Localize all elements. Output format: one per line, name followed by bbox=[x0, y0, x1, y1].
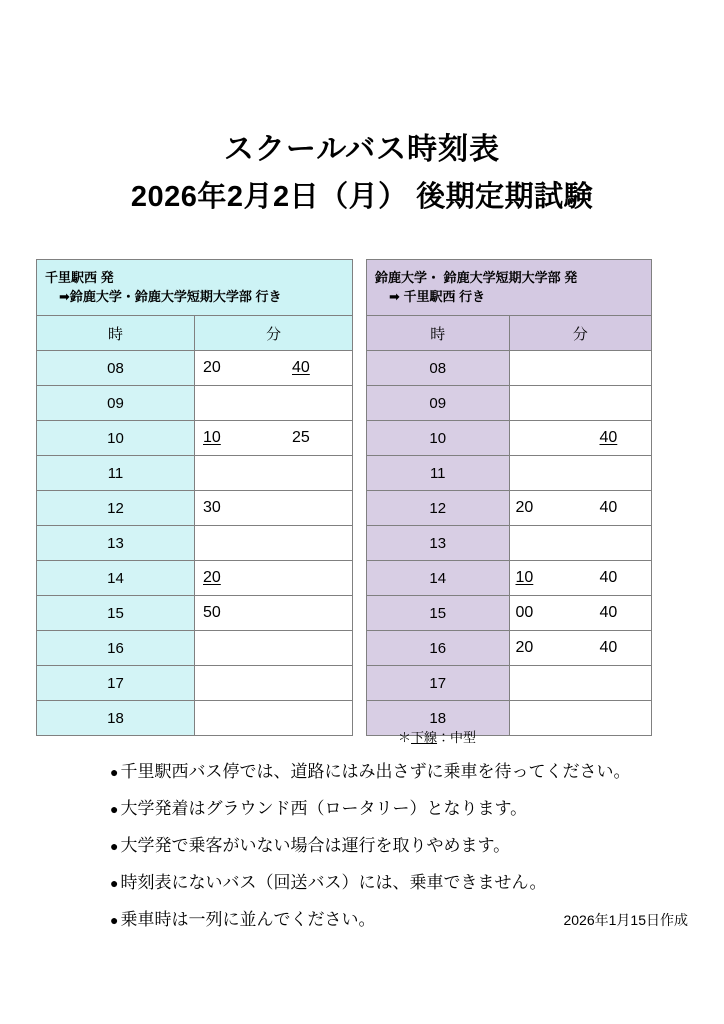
bullet-icon: ● bbox=[110, 838, 119, 854]
note-text: 千里駅西バス停では、道路にはみ出さずに乗車を待ってください。 bbox=[120, 762, 631, 781]
minutes-row bbox=[510, 386, 652, 420]
hour-cell: 15 bbox=[367, 596, 510, 631]
table-row bbox=[37, 491, 353, 526]
table-row bbox=[367, 631, 652, 666]
minutes-row bbox=[195, 701, 352, 735]
minutes-row bbox=[195, 421, 352, 455]
minutes-row bbox=[510, 491, 652, 525]
hour-cell: 16 bbox=[37, 631, 195, 666]
departure-minute: 40 bbox=[599, 569, 618, 586]
hour-cell: 14 bbox=[367, 561, 510, 596]
departure-minute: 20 bbox=[203, 569, 221, 586]
hour-cell: 12 bbox=[37, 491, 195, 526]
hour-cell: 15 bbox=[37, 596, 195, 631]
table-row bbox=[367, 596, 652, 631]
bullet-icon: ● bbox=[110, 912, 119, 928]
outbound-minute-column-header: 分 bbox=[195, 316, 353, 351]
minutes-row bbox=[195, 596, 352, 630]
outbound-route-header-row bbox=[37, 260, 353, 316]
hour-cell: 14 bbox=[37, 561, 195, 596]
minutes-cell bbox=[195, 561, 353, 596]
table-row bbox=[367, 456, 652, 491]
table-row bbox=[367, 421, 652, 456]
departure-minute: 20 bbox=[515, 639, 534, 656]
hour-cell: 10 bbox=[37, 421, 195, 456]
timetable-inbound-body bbox=[367, 260, 652, 736]
minutes-cell bbox=[195, 386, 353, 421]
table-row bbox=[37, 351, 353, 386]
legend-medium-bus bbox=[398, 727, 476, 746]
table-row bbox=[37, 421, 353, 456]
departure-minute: 00 bbox=[515, 604, 534, 621]
minutes-cell bbox=[195, 701, 353, 736]
minutes-cell bbox=[195, 491, 353, 526]
inbound-column-header-row bbox=[367, 316, 652, 351]
arrow-right-icon: ➡ bbox=[389, 289, 400, 304]
departure-minute: 20 bbox=[515, 499, 534, 516]
minutes-cell bbox=[509, 631, 652, 666]
minutes-cell bbox=[195, 631, 353, 666]
inbound-route-origin: 鈴鹿大学・ 鈴鹿大学短期大学部 発 bbox=[375, 270, 578, 285]
table-row bbox=[37, 631, 353, 666]
outbound-hour-column-header: 時 bbox=[37, 316, 195, 351]
departure-minute: 40 bbox=[292, 359, 310, 376]
minutes-row bbox=[510, 421, 652, 455]
minutes-row bbox=[510, 631, 652, 665]
table-row bbox=[367, 351, 652, 386]
inbound-route-caption bbox=[367, 260, 652, 316]
page-subtitle: 2026年2月2日（月） 後期定期試験 bbox=[130, 181, 594, 213]
minutes-cell bbox=[195, 456, 353, 491]
departure-minute: 40 bbox=[599, 639, 618, 656]
hour-cell: 08 bbox=[367, 351, 510, 386]
minutes-row bbox=[195, 631, 352, 665]
hour-cell: 17 bbox=[37, 666, 195, 701]
note-text: 大学発着はグラウンド西（ロータリー）となります。 bbox=[120, 799, 528, 818]
minutes-row bbox=[510, 666, 652, 700]
departure-minute: 50 bbox=[203, 604, 221, 621]
bullet-icon: ● bbox=[110, 764, 119, 780]
hour-cell: 16 bbox=[367, 631, 510, 666]
hour-cell: 17 bbox=[367, 666, 510, 701]
minutes-row bbox=[195, 456, 352, 490]
table-row bbox=[367, 386, 652, 421]
minutes-cell bbox=[195, 421, 353, 456]
hour-cell: 18 bbox=[37, 701, 195, 736]
minutes-cell bbox=[195, 351, 353, 386]
table-row bbox=[367, 666, 652, 701]
table-row bbox=[367, 491, 652, 526]
hour-cell: 11 bbox=[37, 456, 195, 491]
table-row bbox=[37, 596, 353, 631]
minutes-row bbox=[195, 526, 352, 560]
table-row bbox=[37, 701, 353, 736]
page-title-block bbox=[0, 128, 724, 222]
minutes-row bbox=[510, 596, 652, 630]
table-row bbox=[37, 561, 353, 596]
hour-cell: 08 bbox=[37, 351, 195, 386]
minutes-row bbox=[510, 526, 652, 560]
minutes-row bbox=[195, 666, 352, 700]
table-row bbox=[37, 666, 353, 701]
minutes-cell bbox=[195, 666, 353, 701]
departure-minute: 40 bbox=[599, 429, 618, 446]
hour-cell: 12 bbox=[367, 491, 510, 526]
legend-prefix: ＊ bbox=[398, 730, 412, 745]
hour-cell: 10 bbox=[367, 421, 510, 456]
table-row bbox=[37, 526, 353, 561]
minutes-cell bbox=[509, 421, 652, 456]
minutes-cell bbox=[509, 561, 652, 596]
departure-minute: 10 bbox=[203, 429, 221, 446]
note-item bbox=[110, 831, 670, 861]
footer-created-date: 2026年1月15日作成 bbox=[563, 912, 688, 928]
timetable-inbound bbox=[366, 259, 652, 736]
note-item bbox=[110, 757, 670, 787]
inbound-minute-column-header: 分 bbox=[509, 316, 652, 351]
departure-minute: 20 bbox=[203, 359, 221, 376]
note-text: 乗車時は一列に並んでください。 bbox=[120, 910, 376, 929]
minutes-cell bbox=[509, 701, 652, 736]
timetable-outbound-body bbox=[37, 260, 353, 736]
legend-suffix: ：中型 bbox=[437, 730, 477, 745]
minutes-row bbox=[195, 561, 352, 595]
minutes-cell bbox=[509, 386, 652, 421]
hour-cell: 13 bbox=[37, 526, 195, 561]
table-row bbox=[37, 386, 353, 421]
table-row bbox=[37, 456, 353, 491]
inbound-route-destination-line bbox=[375, 287, 645, 306]
table-row bbox=[367, 561, 652, 596]
legend-underline-term: 下線 bbox=[411, 730, 438, 745]
note-text: 大学発で乗客がいない場合は運行を取りやめます。 bbox=[120, 836, 511, 855]
outbound-column-header-row bbox=[37, 316, 353, 351]
hour-cell: 09 bbox=[37, 386, 195, 421]
hour-cell: 09 bbox=[367, 386, 510, 421]
minutes-row bbox=[195, 351, 352, 385]
minutes-row bbox=[510, 456, 652, 490]
departure-minute: 10 bbox=[515, 569, 534, 586]
minutes-cell bbox=[195, 596, 353, 631]
minutes-cell bbox=[509, 526, 652, 561]
note-item bbox=[110, 868, 670, 898]
timetable-outbound bbox=[36, 259, 353, 736]
arrow-right-icon: ➡ bbox=[59, 289, 70, 304]
minutes-cell bbox=[509, 596, 652, 631]
minutes-row bbox=[195, 491, 352, 525]
outbound-route-caption bbox=[37, 260, 353, 316]
hour-cell: 13 bbox=[367, 526, 510, 561]
departure-minute: 30 bbox=[203, 499, 221, 516]
table-row bbox=[367, 526, 652, 561]
inbound-hour-column-header: 時 bbox=[367, 316, 510, 351]
minutes-cell bbox=[509, 666, 652, 701]
minutes-cell bbox=[509, 351, 652, 386]
minutes-row bbox=[510, 351, 652, 385]
timetables-area bbox=[36, 259, 652, 727]
departure-minute: 40 bbox=[599, 604, 618, 621]
departure-minute: 25 bbox=[292, 429, 310, 446]
note-text: 時刻表にないバス（回送バス）には、乗車できません。 bbox=[120, 873, 547, 892]
page-title: スクールバス時刻表 bbox=[223, 133, 501, 166]
outbound-route-destination: 鈴鹿大学・鈴鹿大学短期大学部 行き bbox=[69, 289, 282, 304]
outbound-route-destination-line bbox=[45, 287, 346, 306]
inbound-route-header-row bbox=[367, 260, 652, 316]
minutes-row bbox=[195, 386, 352, 420]
note-item bbox=[110, 794, 670, 824]
bullet-icon: ● bbox=[110, 801, 119, 817]
minutes-cell bbox=[195, 526, 353, 561]
minutes-row bbox=[510, 701, 652, 735]
hour-cell: 18 bbox=[367, 701, 510, 736]
minutes-cell bbox=[509, 491, 652, 526]
inbound-route-destination: 千里駅西 行き bbox=[403, 289, 486, 304]
minutes-row bbox=[510, 561, 652, 595]
minutes-cell bbox=[509, 456, 652, 491]
hour-cell: 11 bbox=[367, 456, 510, 491]
bullet-icon: ● bbox=[110, 875, 119, 891]
departure-minute: 40 bbox=[599, 499, 618, 516]
outbound-route-origin: 千里駅西 発 bbox=[45, 270, 114, 285]
